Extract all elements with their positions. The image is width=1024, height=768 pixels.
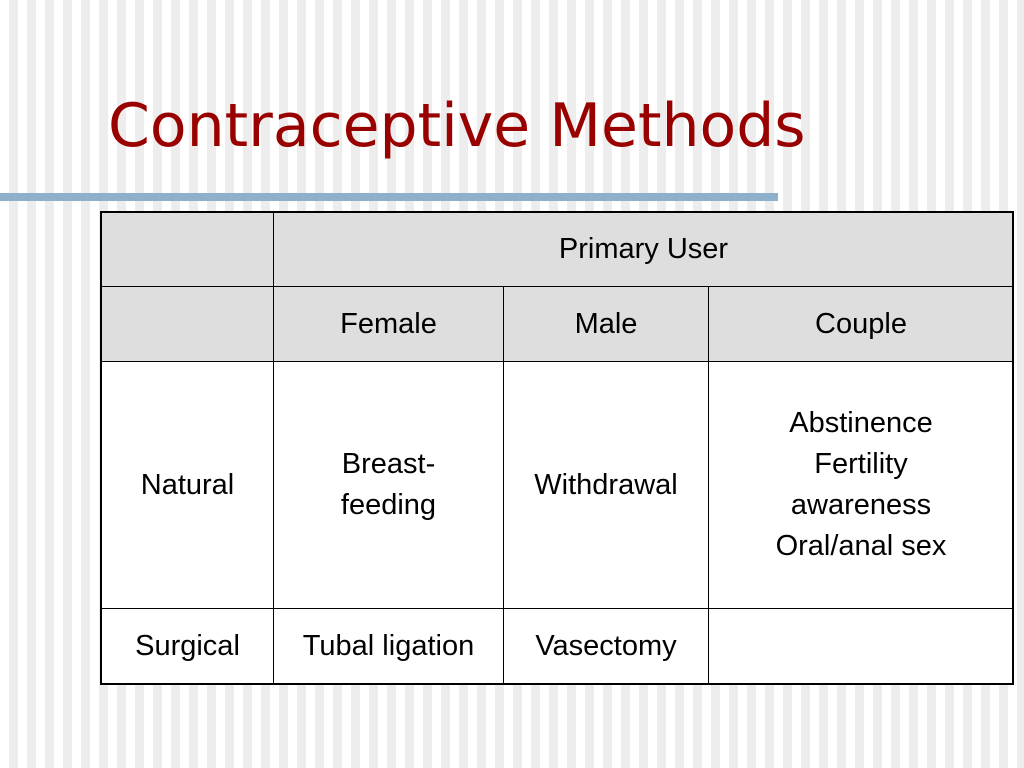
header-primary-user: Primary User — [274, 213, 1014, 287]
table-subheader-row — [102, 287, 1014, 362]
cell-natural-couple — [709, 362, 1014, 609]
cell-line: Fertility — [814, 448, 908, 480]
cell-surgical-couple — [709, 609, 1014, 684]
title-underline-rule — [0, 193, 778, 201]
cell-surgical-male: Vasectomy — [504, 609, 709, 684]
table-row-surgical — [102, 609, 1014, 684]
cell-line: Abstinence — [789, 407, 933, 439]
cell-natural-female — [274, 362, 504, 609]
row-label-surgical: Surgical — [102, 609, 274, 684]
table-row-natural — [102, 362, 1014, 609]
header-couple: Couple — [709, 287, 1014, 362]
row-label-natural: Natural — [102, 362, 274, 609]
corner-cell — [102, 213, 274, 287]
cell-line: feeding — [340, 489, 437, 521]
slide-title: Contraceptive Methods — [108, 91, 806, 161]
contraceptive-methods-table — [101, 212, 1014, 684]
cell-natural-male: Withdrawal — [504, 362, 709, 609]
corner-cell-sub — [102, 287, 274, 362]
cell-line: awareness — [790, 489, 932, 521]
header-female: Female — [274, 287, 504, 362]
cell-line: Breast- — [341, 448, 436, 480]
cell-surgical-female: Tubal ligation — [274, 609, 504, 684]
header-male: Male — [504, 287, 709, 362]
cell-line: Oral/anal sex — [775, 530, 947, 562]
table-header-row — [102, 213, 1014, 287]
